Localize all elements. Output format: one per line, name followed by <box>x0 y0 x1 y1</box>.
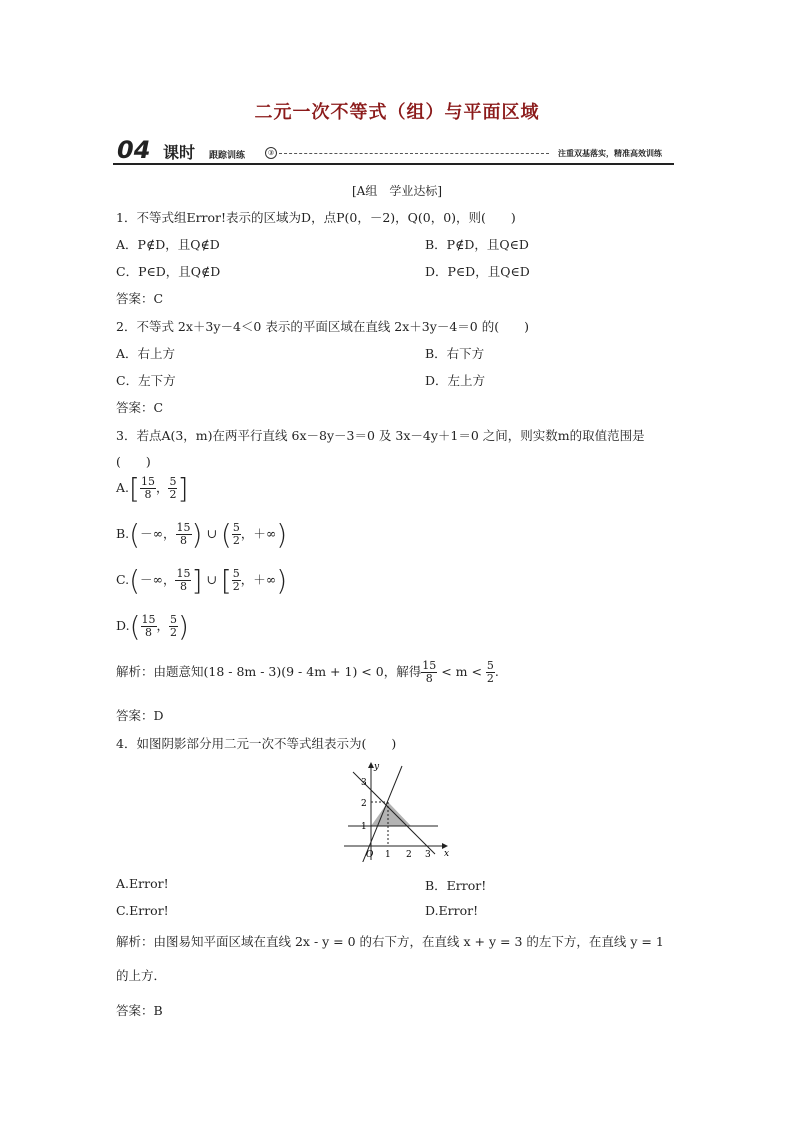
q1-answer: 答案：C <box>116 291 164 306</box>
option-a-label: A. <box>116 480 130 495</box>
q2-stem: 2．不等式 2x＋3y－4＜0 表示的平面区域在直线 2x＋3y－4＝0 的( ) <box>116 319 529 334</box>
union-sign: ∪ <box>206 572 217 587</box>
option-b-label: B. <box>116 526 130 541</box>
q4-analysis-line1: 解析：由图易知平面区域在直线 2x - y = 0 的右下方，在直线 x + y = 3 的左下方，在直线 y = 1 <box>116 934 664 949</box>
lesson-banner <box>113 136 674 166</box>
option-d-label: D. <box>116 618 130 633</box>
circle-badge: ③ <box>265 147 277 159</box>
q2-answer: 答案：C <box>116 400 164 415</box>
fraction-15-8: $\frac{15}{8}$ <box>140 475 155 501</box>
neg-infinity: －∞， <box>140 526 176 541</box>
q2-option-d: D．左上方 <box>425 373 486 388</box>
y-tick-3: 3 <box>361 778 367 788</box>
x-tick-3: 3 <box>425 850 431 860</box>
bracket-right: ] <box>177 472 189 505</box>
q3-stem: 3．若点A(3，m)在两平行直线 6x－8y－3＝0 及 3x－4y＋1＝0 之间，则实数m的取值范围是 <box>116 428 645 443</box>
y-tick-1: 1 <box>361 822 367 832</box>
q1-option-b: B．P∉D，且Q∈D <box>425 237 529 252</box>
region-figure <box>340 760 452 862</box>
q3-option-b: B.(－∞， $\frac{15}{8}$ ) ∪ ( $\frac{5}{2}$ ，＋∞) <box>116 518 288 551</box>
fraction-5-2: $\frac{5}{2}$ <box>232 521 240 547</box>
banner-note: 注重双基落实，精准高效训练 <box>558 148 662 158</box>
dashed-divider <box>279 153 549 154</box>
section-heading: [A组 学业达标] <box>351 184 443 198</box>
q1-option-c: C．P∈D，且Q∉D <box>116 264 221 279</box>
q4-option-b: B．Error! <box>425 878 487 893</box>
q4-option-d: D.Error! <box>425 903 479 918</box>
x-tick-2: 2 <box>406 850 412 860</box>
fraction-5-2: $\frac{5}{2}$ <box>232 567 240 593</box>
option-c-label: C. <box>116 572 130 587</box>
banner-rule <box>113 163 674 165</box>
q4-analysis-line2: 的上方． <box>116 968 167 983</box>
q4-option-c: C.Error! <box>116 903 169 918</box>
fraction-15-8: $\frac{15}{8}$ <box>141 613 156 639</box>
track-label: 跟踪训练 <box>209 151 246 161</box>
union-sign: ∪ <box>206 526 217 541</box>
bracket-left: [ <box>129 472 140 505</box>
origin-label: O <box>366 850 374 860</box>
q3-paren: ( ) <box>116 454 151 469</box>
lesson-number: 04 <box>117 136 151 164</box>
q1-option-a: A．P∉D，且Q∉D <box>116 237 220 252</box>
q3-analysis: 解析：由题意知(18 - 8m - 3)(9 - 4m + 1) < 0，解得 $\frac{15}{8}$ < m < $\frac{5}{2}$ . <box>116 659 499 685</box>
q3-option-a: A.[ $\frac{15}{8}$ ， $\frac{5}{2}$ ] <box>116 472 189 505</box>
q2-option-a: A．右上方 <box>116 346 176 361</box>
q3-option-d: D.( $\frac{15}{8}$ ， $\frac{5}{2}$ ) <box>116 610 189 643</box>
y-axis-label: y <box>374 762 380 772</box>
q2-option-b: B．右下方 <box>425 346 485 361</box>
pos-infinity: ＋∞ <box>253 572 277 587</box>
q4-option-a: A.Error! <box>116 876 169 891</box>
page-title: 二元一次不等式（组）与平面区域 <box>254 102 540 123</box>
q4-stem: 4．如图阴影部分用二元一次不等式组表示为( ) <box>116 736 397 751</box>
q4-answer: 答案：B <box>116 1003 163 1018</box>
q1-option-d: D．P∈D，且Q∈D <box>425 264 530 279</box>
fraction-15-8: $\frac{15}{8}$ <box>176 567 191 593</box>
q2-option-c: C．左下方 <box>116 373 176 388</box>
fraction-5-2: $\frac{5}{2}$ <box>169 475 177 501</box>
fraction-5-2: $\frac{5}{2}$ <box>170 613 178 639</box>
q1-stem: 1．不等式组Error!表示的区域为D，点P(0，－2)，Q(0，0)，则( ) <box>116 210 516 225</box>
fraction-5-2: $\frac{5}{2}$ <box>486 659 494 685</box>
q3-option-c: C.(－∞， $\frac{15}{8}$ ] ∪ [ $\frac{5}{2}$ ，＋∞) <box>116 564 288 597</box>
fraction-15-8: $\frac{15}{8}$ <box>422 659 437 685</box>
x-axis-label: x <box>444 849 450 859</box>
lesson-label: 课时 <box>163 143 196 162</box>
y-tick-2: 2 <box>361 799 367 809</box>
neg-infinity: －∞， <box>140 572 176 587</box>
x-tick-1: 1 <box>385 850 391 860</box>
fraction-15-8: $\frac{15}{8}$ <box>176 521 191 547</box>
shaded-region <box>371 802 411 826</box>
q3-answer: 答案：D <box>116 708 164 723</box>
pos-infinity: ＋∞ <box>253 526 277 541</box>
